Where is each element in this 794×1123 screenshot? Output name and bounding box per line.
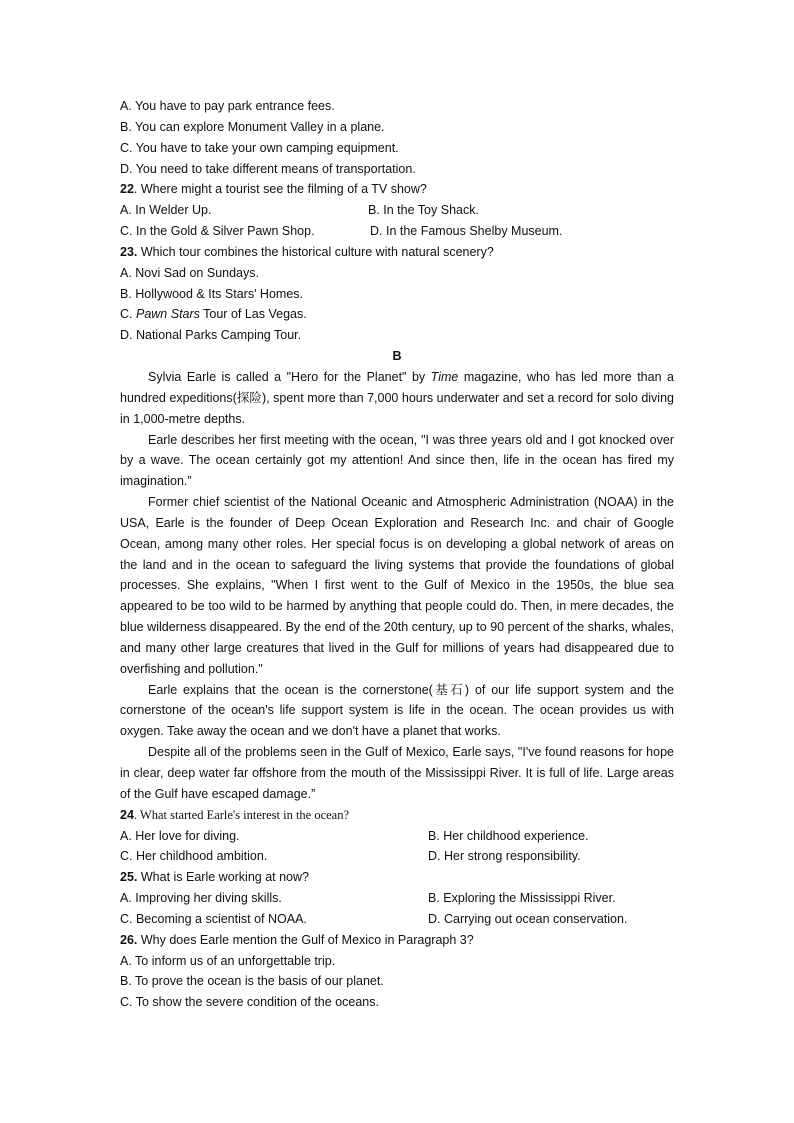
q25-row-cd	[120, 909, 674, 930]
exam-page	[120, 96, 674, 1013]
q22-option-b: B. In the Toy Shack.	[368, 203, 479, 218]
q22-option-a: A. In Welder Up.	[120, 203, 212, 218]
q23-option-d: D. National Parks Camping Tour.	[120, 328, 302, 343]
q23-stem	[120, 242, 674, 263]
q25-row-ab	[120, 888, 674, 909]
q25-option-d: D. Carrying out ocean conservation.	[428, 911, 628, 926]
p1-text-b: magazine, who has led more than a hundred expeditions(探险), spent more than 7,000 hours underwater and set a record for solo diving in 1,000-metre depths.	[120, 369, 674, 426]
passage-paragraph-1	[120, 367, 674, 430]
q22-option-c: C. In the Gold & Silver Pawn Shop.	[120, 224, 315, 239]
q23-number: 23.	[120, 244, 138, 259]
q23-option-c-suffix: Tour of Las Vegas.	[199, 307, 307, 322]
q24-number: 24	[120, 807, 134, 822]
q26-number: 26.	[120, 932, 138, 947]
q23-option-a: A. Novi Sad on Sundays.	[120, 265, 259, 280]
q22-row-cd	[120, 221, 674, 242]
q25-number: 25.	[120, 870, 138, 885]
q25-text: What is Earle working at now?	[137, 870, 309, 885]
q22-stem	[120, 179, 674, 200]
q23-option-c-prefix: C.	[120, 307, 136, 322]
q26-option-a: A. To inform us of an unforgettable trip.	[120, 953, 336, 968]
p1-text-a: Sylvia Earle is called a "Hero for the Planet" by	[148, 369, 431, 384]
q24-row-ab	[120, 826, 674, 847]
q24-option-d: D. Her strong responsibility.	[428, 849, 581, 864]
q24-stem	[120, 805, 674, 826]
q25-stem	[120, 867, 674, 888]
q25-option-b: B. Exploring the Mississippi River.	[428, 891, 616, 906]
passage-paragraph-5: Despite all of the problems seen in the Gulf of Mexico, Earle says, "I've found reasons for hope in clear, deep water far offshore from the mouth of the Mississippi River. It is full of life. Large areas of the Gulf have escaped damage.”	[120, 745, 674, 801]
q25-option-c: C. Becoming a scientist of NOAA.	[120, 911, 307, 926]
q23-option-c	[120, 304, 674, 325]
p1-magazine-name: Time	[430, 369, 459, 384]
q21-option-d: D. You need to take different means of transportation.	[120, 161, 416, 176]
section-b-title: B	[392, 349, 402, 364]
q26-stem	[120, 930, 674, 951]
q22-option-d: D. In the Famous Shelby Museum.	[370, 224, 563, 239]
q24-option-a: A. Her love for diving.	[120, 828, 240, 843]
q24-row-cd	[120, 846, 674, 867]
q21-option-c: C. You have to take your own camping equipment.	[120, 140, 399, 155]
passage-paragraph-2: Earle describes her first meeting with the ocean, "I was three years old and I got knocked over by a wave. The ocean certainly got my attention! And since then, life in the ocean has fired my imagination.”	[120, 432, 674, 489]
q23-text: Which tour combines the historical culture with natural scenery?	[137, 244, 494, 259]
passage-paragraph-3: Former chief scientist of the National Oceanic and Atmospheric Administration (NOAA) in the USA, Earle is the founder of Deep Ocean Exploration and Research Inc. and chair of Google Ocean, among many other roles. Her special focus is on developing a global network of areas on the land and in the ocean to safeguard the living systems that provide the foundations of global processes. She explains, "When I first went to the Gulf of Mexico in the 1950s, the blue sea appeared to be too wild to be harmed by anything that people could do. Then, in mere decades, the blue wilderness disappeared. By the end of the 20th century, up to 90 percent of the sharks, whales, and many other large creatures that lived in the Gulf for millions of years had disappeared due to overfishing and pollution."	[120, 495, 674, 676]
q26-text: Why does Earle mention the Gulf of Mexico in Paragraph 3?	[137, 932, 474, 947]
q22-number: 22	[120, 182, 134, 197]
q26-option-c: C. To show the severe condition of the oceans.	[120, 995, 379, 1010]
q22-text: . Where might a tourist see the filming of a TV show?	[133, 182, 427, 197]
q21-option-a: A. You have to pay park entrance fees.	[120, 99, 335, 113]
q22-row-ab	[120, 200, 674, 221]
q25-option-a: A. Improving her diving skills.	[120, 891, 282, 906]
q26-option-b: B. To prove the ocean is the basis of our planet.	[120, 974, 384, 989]
q23-option-c-italic: Pawn Stars	[135, 307, 200, 322]
passage-paragraph-4: Earle explains that the ocean is the cornerstone(基石) of our life support system and the cornerstone of the ocean's life support system is life in the ocean. The ocean provides us with oxygen. Take away the ocean and we don't have a planet that works.	[120, 682, 674, 739]
q21-option-b: B. You can explore Monument Valley in a plane.	[120, 119, 385, 134]
q24-option-b: B. Her childhood experience.	[428, 828, 589, 843]
q24-text: . What started Earle's interest in the ocean?	[133, 807, 350, 822]
q24-option-c: C. Her childhood ambition.	[120, 849, 268, 864]
q23-option-b: B. Hollywood & Its Stars' Homes.	[120, 286, 304, 301]
